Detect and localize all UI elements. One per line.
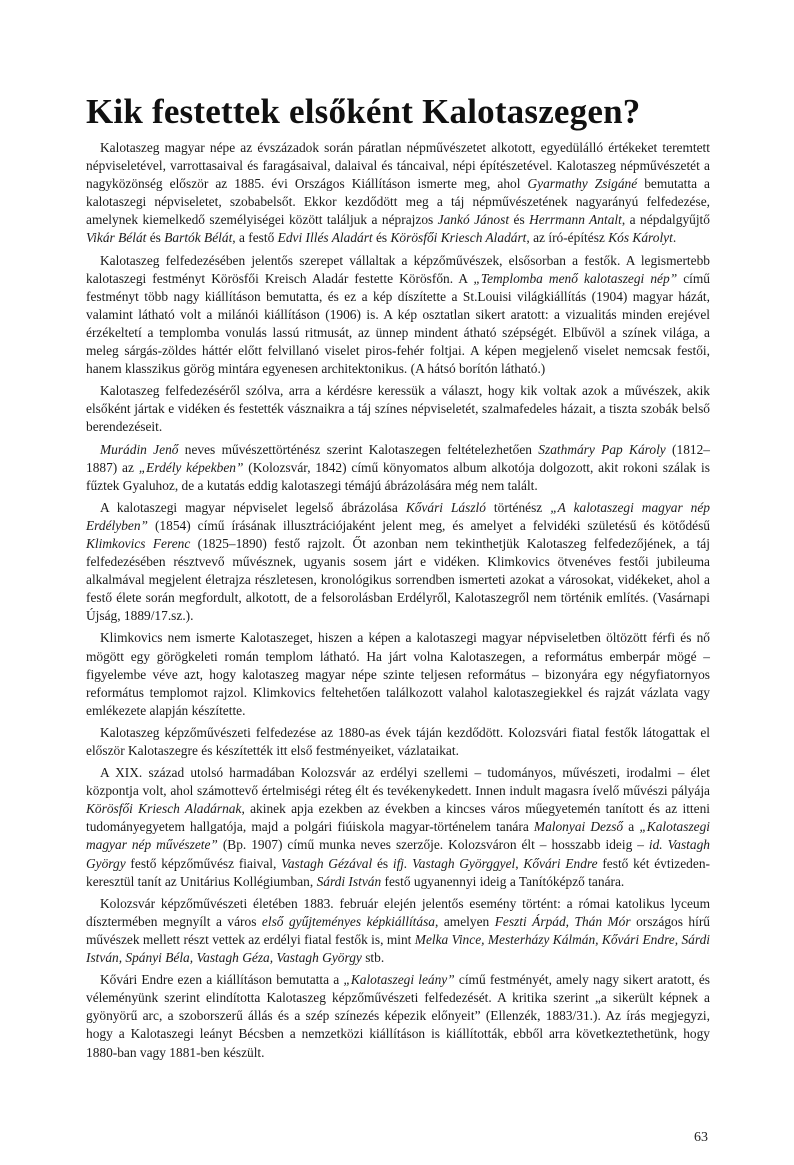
italic-text: Vastagh Gézával bbox=[281, 855, 373, 871]
text-run: Kalotaszeg felfedezésében jelentős szerepet vállaltak a képzőművészek, elsősorban a festők. A legismertebb kalotaszegi festményt Körösfői Kreisch Aladár festette Körösfőn. A bbox=[86, 252, 710, 286]
italic-text: Feszti Árpád, Thán Mór bbox=[494, 913, 631, 929]
italic-text: „A kalotaszegi magyar nép Erdélyben” bbox=[86, 499, 710, 533]
paragraph bbox=[86, 971, 710, 1061]
text-run: stb. bbox=[361, 950, 385, 966]
italic-text: „Kalotaszegi leány” bbox=[343, 972, 455, 988]
text-run: Kővári Endre ezen a kiállításon bemutatta a bbox=[100, 972, 344, 988]
text-run: a bbox=[623, 819, 640, 835]
text-run: (Kolozsvár, 1842) című könyomatos album alkotója dolgozott, akit rokoni szálak is fűztek Gyaluhoz, de a kutatás eddig kalotaszegi témájú ábrázolására még nem talált. bbox=[86, 459, 710, 493]
italic-text: „Kalotaszegi magyar nép művészete” bbox=[86, 819, 711, 853]
italic-text: Herrmann Antalt bbox=[529, 212, 622, 228]
paragraph bbox=[86, 895, 710, 967]
text-run: , az író-építész bbox=[526, 230, 609, 246]
text-run: Kalotaszeg felfedezéséről szólva, arra a kérdésre keressük a választ, hogy kik voltak azok a művészek, akik elsőként jártak e vidéken és festették vásznaikra a táj színes népviseletét, szalmafedeles házait, a tiszta szobák belső berendezéseit. bbox=[86, 383, 710, 435]
article bbox=[86, 92, 710, 1062]
text-run: A kalotaszegi magyar népviselet legelső ábrázolása bbox=[100, 499, 406, 515]
text-run: festő két évtizeden-keresztül tanít az Unitárius Kollégiumban, bbox=[86, 855, 710, 889]
text-run: (1854) című írásának illusztrációjaként jelent meg, és amelyet a felvidéki születésű és kötődésű bbox=[147, 517, 710, 533]
italic-text: Jankó Jánost bbox=[437, 212, 510, 228]
italic-text: Malonyai Dezső bbox=[533, 819, 624, 835]
text-run: című festményét, amely nagy sikert aratott, és véleményünk szerint elindította Kalotaszeg képzőművészeti felfedezését. A kritika szerint „a sikerült képnek a gyönyörű arc, a szoborszerű állás és a szép színezés képezik előnyeit” (Ellenzék, 1883/31.). Az írás megjegyzi, hogy a Kalotaszegi leányt Bécsben a nemzetközi kiállításon is kiállították, ebből arra következtethetünk, hogy 1880-ban vagy 1881-ben készült. bbox=[86, 972, 710, 1060]
text-run: A XIX. század utolsó harmadában Kolozsvár az erdélyi szellemi – tudományos, művészeti, irodalmi – élet központja volt, ahol számottevő értelmiségi réteg élt és tevékenykedett. Innen indult magasra ívelő művészi pályája bbox=[86, 765, 710, 799]
italic-text: id. Vastagh György bbox=[86, 837, 710, 871]
text-run: festő ugyanennyi ideig a Tanítóképző tanára. bbox=[381, 873, 625, 889]
paragraph bbox=[86, 724, 710, 760]
paragraph bbox=[86, 441, 710, 495]
text-run: országos hírű művészek mellett részt vettek az erdélyi fiatal festők is, mint bbox=[86, 913, 710, 947]
italic-text: Edvi Illés Aladárt bbox=[277, 230, 373, 246]
italic-text: Kós Károlyt bbox=[608, 230, 673, 246]
text-run: (1825–1890) festő rajzolt. Őt azonban nem tekinthetjük Kalotaszeg felfedezőjének, a táj felfedezésében résztvevő művésznek, ugyanis sosem járt e vidéken. Klimkovics ötvenéves festői jubileuma alkalmával megjelent életrajza részletesen, kronológikus sorrendben ismerteti azokat a városokat, vidékeket, ahol a festő élete során megfordult, alkotott, de a felsorolásban Erdélyről, Kalotaszegről nem történik említés. (Vasárnapi Újság, 1889/17.sz.). bbox=[86, 535, 710, 624]
italic-text: Murádin Jenő bbox=[100, 441, 179, 457]
italic-text: Klimkovics Ferenc bbox=[86, 535, 191, 551]
paragraph bbox=[86, 499, 710, 626]
text-run: és bbox=[146, 230, 165, 246]
text-run: , a festő bbox=[232, 230, 278, 246]
italic-text: Kővári László bbox=[405, 499, 486, 515]
text-run: és bbox=[372, 855, 393, 871]
text-run: bemutatta a kalotaszegi népviseletet, szobabelsőt. Ekkor kezdődött meg a táj népművészetének nagyarányú felfedezése, amelynek kiemelkedő személyiségei között találjuk a néprajzos bbox=[86, 176, 711, 228]
text-run: és bbox=[372, 230, 391, 246]
italic-text: Sárdi István bbox=[316, 873, 382, 889]
text-run: című festményt több nagy kiállításon bemutatta, és ez a kép díszítette a St.Louisi világkiállítás (1904) magyar házát, valamint látható volt a milánói kiállításon (1906) is. A kép osztatlan sikert aratott: a vizualitás minden erejével érzékeltetí a templomba vonulás lassú ritmusát, az ünnep mindent átható szépségét. Elbűvöl a színek világa, a meleg sárgás-zöldes háttér előtt felvillanó viselet piros-fehér foltjai. A képen megjelenő viselet nemcsak festői, hanem klasszikus görög mintára egyenesen architektonikus. (A hátsó borítón látható.) bbox=[86, 270, 710, 377]
text-run: Kalotaszeg képzőművészeti felfedezése az 1880-as évek táján kezdődött. Kolozsvári fiatal festők látogattak el először Kalotaszegre és készítették itt első festményeiket, vázlataikat. bbox=[86, 724, 710, 758]
italic-text: első gyűjteményes képkiállítása bbox=[261, 913, 436, 929]
text-run: , bbox=[515, 855, 524, 871]
italic-text: Körösfői Kriesch Aladárt bbox=[390, 230, 527, 246]
text-run: és bbox=[509, 212, 530, 228]
italic-text: „Templomba menő kalotaszegi nép” bbox=[473, 270, 678, 286]
paragraph bbox=[86, 382, 710, 436]
italic-text: Körösfői Kriesch Aladárnak bbox=[86, 801, 242, 817]
article-body bbox=[86, 139, 710, 1062]
text-run: Kalotaszeg magyar népe az évszázadok során páratlan népművészetet alkotott, egyedülálló értékeket teremtett népviseletével, varrottasaival és faragásaival, dalaival és táncaival, népi építészetével. Kalotaszeg népművészetét a nagyközönség először az 1885. évi Országos Kiállításon ismerte meg, ahol bbox=[86, 140, 710, 192]
italic-text: „Erdély képekben” bbox=[138, 459, 244, 475]
text-run: történész bbox=[485, 499, 551, 515]
italic-text: Bartók Bélát bbox=[164, 230, 233, 246]
text-run: , amelyen bbox=[435, 913, 495, 929]
italic-text: Gyarmathy Zsigáné bbox=[527, 176, 638, 192]
text-run: Klimkovics nem ismerte Kalotaszeget, hiszen a képen a kalotaszegi magyar népviseletben öltözött férfi és nő mögött egy görögkeleti román templom látható. Ha járt volna Kalotaszegen, a református emberpár mögé – figyelembe véve azt, hogy kalotaszeg magyar népe szinte teljesen református – bizonyára egy négyfiatornyos református templomot rajzol. Klimkovics feltehetően találkozott valahol kalotaszegiekkel és rajzát vázlata vagy emlékezete alapján készítette. bbox=[86, 630, 710, 718]
text-run: , a népdalgyűjtő bbox=[621, 212, 710, 228]
italic-text: ifj. Vastagh Györggyel bbox=[392, 855, 516, 871]
italic-text: Vikár Bélát bbox=[86, 230, 147, 246]
text-run: festő képzőművész fiaival, bbox=[125, 855, 282, 871]
text-run: . bbox=[672, 230, 677, 246]
italic-text: Kővári Endre bbox=[523, 855, 598, 871]
text-run: Kolozsvár képzőművészeti életében 1883. február elején jelentős esemény történt: a római katolikus lyceum dísztermében megnyílt a város bbox=[86, 895, 710, 929]
text-run: neves művészettörténész szerint Kalotaszegen feltételezhetően bbox=[178, 441, 539, 457]
article-title: Kik festettek elsőként Kalotaszegen? bbox=[86, 92, 641, 131]
page-number: 63 bbox=[694, 1130, 708, 1145]
paragraph bbox=[86, 764, 710, 891]
paragraph bbox=[86, 629, 710, 719]
italic-text: Melka Vince, Mesterházy Kálmán, Kővári Endre, Sárdi István, Spányi Béla, Vastagh Géza, Vastagh György bbox=[86, 931, 710, 966]
text-run: (Bp. 1907) című munka neves szerzője. Kolozsváron élt – hosszabb ideig – bbox=[217, 837, 649, 853]
paragraph bbox=[86, 139, 710, 248]
text-run: , akinek apja ezekben az években a kincses város műegyetemén tanított és az itteni tudományegyetem hallgatója, majd a polgári fiúiskola magyar-történelem tanára bbox=[86, 801, 710, 835]
text-run: (1812–1887) az bbox=[86, 441, 710, 475]
paragraph bbox=[86, 252, 710, 379]
italic-text: Szathmáry Pap Károly bbox=[538, 441, 666, 457]
